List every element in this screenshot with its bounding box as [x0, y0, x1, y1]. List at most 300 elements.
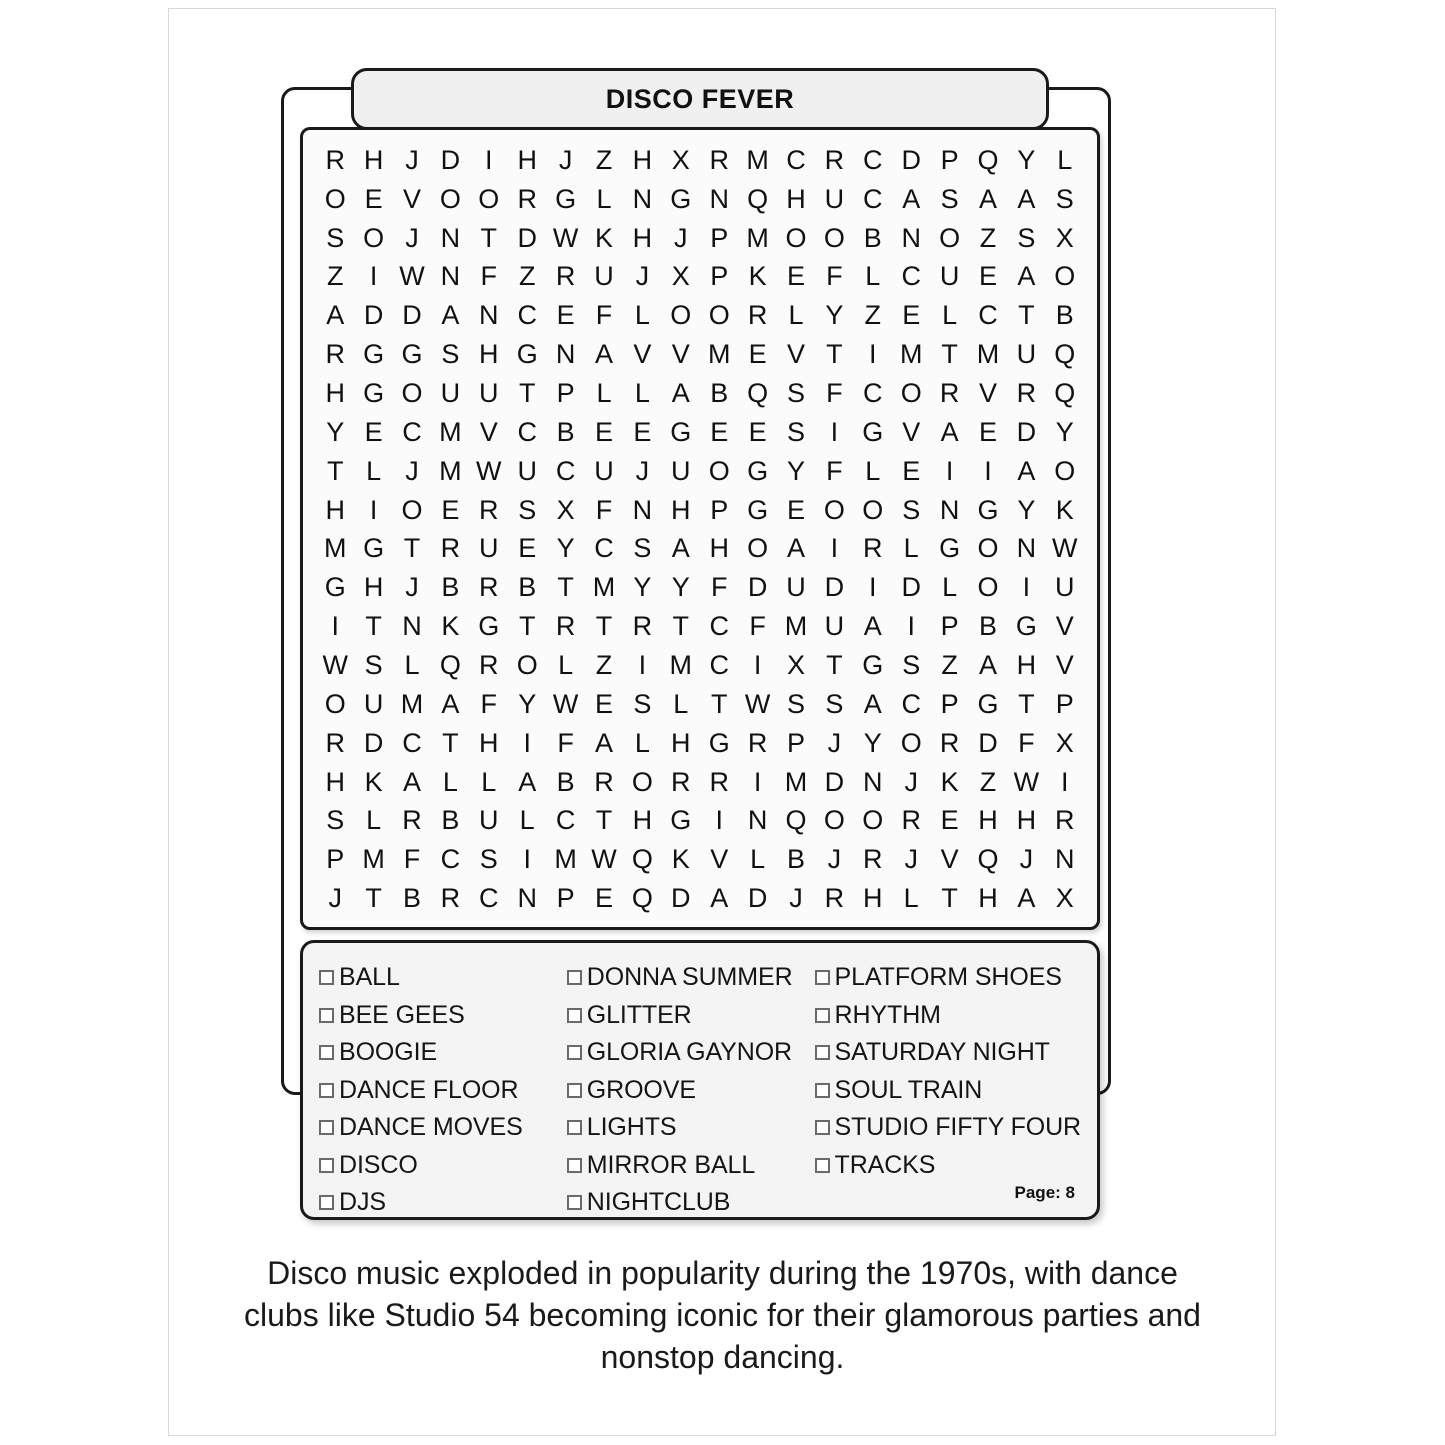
grid-cell[interactable]: U — [1055, 572, 1075, 603]
grid-cell[interactable]: E — [940, 805, 959, 836]
grid-cell[interactable]: G — [939, 533, 961, 564]
grid-cell[interactable]: U — [786, 572, 806, 603]
grid-cell[interactable]: L — [634, 378, 650, 409]
grid-cell[interactable]: E — [902, 300, 921, 331]
grid-cell[interactable]: R — [479, 572, 499, 603]
grid-cell[interactable]: X — [671, 261, 690, 292]
grid-cell[interactable]: V — [633, 339, 652, 370]
word-list-item[interactable] — [567, 1147, 807, 1185]
grid-cell[interactable]: R — [671, 766, 691, 797]
grid-cell[interactable]: A — [441, 300, 460, 331]
grid-cell[interactable]: N — [863, 766, 883, 797]
grid-cell[interactable]: T — [1018, 300, 1035, 331]
grid-cell[interactable]: T — [595, 611, 613, 642]
grid-cell[interactable]: T — [595, 805, 613, 836]
grid-cell[interactable]: R — [555, 261, 576, 292]
grid-cell[interactable]: K — [748, 261, 767, 292]
grid-cell[interactable]: U — [824, 611, 845, 642]
grid-cell[interactable]: I — [1022, 572, 1031, 603]
grid-cell[interactable]: S — [518, 494, 537, 525]
grid-cell[interactable]: N — [440, 261, 461, 292]
grid-cell[interactable]: O — [478, 183, 500, 214]
grid-cell[interactable]: E — [978, 261, 997, 292]
grid-cell[interactable]: A — [978, 183, 997, 214]
grid-cell[interactable]: H — [978, 805, 998, 836]
grid-cell[interactable]: E — [748, 339, 767, 370]
grid-cell[interactable]: F — [710, 572, 728, 603]
grid-cell[interactable]: F — [557, 727, 574, 758]
grid-cell[interactable]: C — [594, 533, 614, 564]
grid-cell[interactable]: R — [939, 727, 960, 758]
word-list-item[interactable] — [567, 1184, 807, 1222]
word-list-item[interactable] — [567, 1109, 807, 1147]
grid-cell[interactable]: D — [440, 144, 461, 175]
grid-cell[interactable]: H — [363, 572, 384, 603]
grid-cell[interactable]: T — [1018, 688, 1035, 719]
grid-cell[interactable]: M — [362, 844, 385, 875]
grid-cell[interactable]: R — [1055, 805, 1075, 836]
grid-cell[interactable]: E — [556, 300, 575, 331]
grid-cell[interactable]: H — [517, 144, 537, 175]
checkbox-icon[interactable] — [567, 1008, 582, 1023]
grid-cell[interactable]: R — [939, 378, 960, 409]
grid-cell[interactable]: R — [325, 727, 345, 758]
grid-cell[interactable]: N — [747, 805, 768, 836]
grid-cell[interactable]: T — [710, 688, 728, 719]
grid-cell[interactable]: B — [402, 883, 421, 914]
grid-cell[interactable]: C — [517, 300, 537, 331]
grid-cell[interactable]: S — [633, 688, 652, 719]
grid-cell[interactable]: A — [594, 727, 613, 758]
grid-cell[interactable]: C — [402, 727, 422, 758]
grid-cell[interactable]: C — [901, 688, 921, 719]
grid-cell[interactable]: E — [786, 261, 805, 292]
grid-cell[interactable]: O — [1054, 455, 1076, 486]
grid-cell[interactable]: Z — [979, 766, 997, 797]
grid-cell[interactable]: C — [517, 416, 537, 447]
grid-cell[interactable]: C — [479, 883, 499, 914]
grid-cell[interactable]: O — [900, 727, 922, 758]
grid-cell[interactable]: V — [1055, 649, 1074, 680]
grid-cell[interactable]: W — [591, 844, 617, 875]
grid-cell[interactable]: E — [633, 416, 652, 447]
grid-cell[interactable]: J — [827, 727, 842, 758]
word-list-item[interactable] — [567, 997, 807, 1035]
checkbox-icon[interactable] — [815, 1083, 830, 1098]
grid-cell[interactable]: R — [747, 300, 768, 331]
grid-cell[interactable]: L — [750, 844, 766, 875]
grid-cell[interactable]: A — [1017, 183, 1036, 214]
checkbox-icon[interactable] — [319, 1045, 334, 1060]
grid-cell[interactable]: P — [1055, 688, 1074, 719]
grid-cell[interactable]: M — [554, 844, 577, 875]
grid-cell[interactable]: F — [749, 611, 766, 642]
grid-cell[interactable]: B — [978, 611, 997, 642]
grid-cell[interactable]: O — [862, 805, 884, 836]
grid-cell[interactable]: J — [635, 261, 650, 292]
grid-cell[interactable]: Q — [631, 844, 653, 875]
checkbox-icon[interactable] — [567, 1045, 582, 1060]
grid-cell[interactable]: M — [400, 688, 424, 719]
grid-cell[interactable]: Y — [326, 416, 345, 447]
grid-cell[interactable]: J — [904, 844, 918, 875]
grid-cell[interactable]: I — [753, 766, 762, 797]
grid-cell[interactable]: H — [671, 727, 691, 758]
grid-cell[interactable]: D — [824, 572, 845, 603]
grid-cell[interactable]: D — [1016, 416, 1037, 447]
grid-cell[interactable]: L — [519, 805, 535, 836]
checkbox-icon[interactable] — [319, 1158, 334, 1173]
grid-cell[interactable]: R — [1016, 378, 1037, 409]
grid-cell[interactable]: B — [556, 416, 575, 447]
grid-cell[interactable]: L — [558, 649, 574, 680]
grid-cell[interactable]: F — [480, 688, 498, 719]
grid-cell[interactable]: M — [439, 455, 462, 486]
grid-cell[interactable]: D — [747, 883, 768, 914]
grid-cell[interactable]: J — [827, 844, 842, 875]
grid-cell[interactable]: N — [517, 883, 537, 914]
grid-cell[interactable]: M — [669, 649, 693, 680]
grid-cell[interactable]: C — [863, 378, 883, 409]
grid-cell[interactable]: A — [902, 183, 921, 214]
grid-cell[interactable]: F — [826, 455, 843, 486]
grid-cell[interactable]: M — [592, 572, 616, 603]
word-list-item[interactable] — [319, 997, 559, 1035]
grid-cell[interactable]: Y — [863, 727, 882, 758]
grid-cell[interactable]: G — [862, 416, 884, 447]
grid-cell[interactable]: R — [325, 339, 345, 370]
grid-cell[interactable]: T — [826, 649, 843, 680]
grid-cell[interactable]: V — [671, 339, 690, 370]
grid-cell[interactable]: B — [441, 572, 460, 603]
grid-cell[interactable]: H — [978, 883, 998, 914]
grid-cell[interactable]: F — [826, 378, 843, 409]
grid-cell[interactable]: S — [1055, 183, 1074, 214]
grid-cell[interactable]: G — [670, 416, 692, 447]
grid-cell[interactable]: N — [555, 339, 576, 370]
grid-cell[interactable]: H — [1016, 805, 1037, 836]
grid-cell[interactable]: Z — [595, 144, 613, 175]
grid-cell[interactable]: S — [786, 378, 805, 409]
grid-cell[interactable]: S — [326, 805, 345, 836]
grid-cell[interactable]: P — [556, 378, 575, 409]
grid-cell[interactable]: T — [480, 222, 498, 253]
grid-cell[interactable]: G — [363, 378, 385, 409]
grid-cell[interactable]: X — [1055, 727, 1074, 758]
grid-cell[interactable]: K — [671, 844, 690, 875]
grid-cell[interactable]: B — [786, 844, 805, 875]
grid-cell[interactable]: C — [555, 455, 576, 486]
grid-cell[interactable]: E — [786, 494, 805, 525]
grid-cell[interactable]: U — [671, 455, 691, 486]
grid-cell[interactable]: C — [863, 144, 883, 175]
grid-cell[interactable]: R — [863, 533, 883, 564]
grid-cell[interactable]: H — [1016, 649, 1037, 680]
grid-cell[interactable]: J — [405, 222, 419, 253]
grid-cell[interactable]: S — [441, 339, 460, 370]
grid-cell[interactable]: G — [670, 805, 692, 836]
grid-cell[interactable]: A — [671, 533, 690, 564]
grid-cell[interactable]: I — [1061, 766, 1069, 797]
grid-cell[interactable]: O — [823, 805, 845, 836]
checkbox-icon[interactable] — [319, 970, 334, 985]
grid-cell[interactable]: I — [830, 416, 839, 447]
grid-cell[interactable]: L — [404, 649, 420, 680]
grid-cell[interactable]: K — [364, 766, 383, 797]
checkbox-icon[interactable] — [319, 1120, 334, 1135]
grid-cell[interactable]: M — [976, 339, 1000, 370]
checkbox-icon[interactable] — [319, 1008, 334, 1023]
grid-cell[interactable]: N — [901, 222, 921, 253]
grid-cell[interactable]: J — [405, 572, 419, 603]
word-list-item[interactable] — [815, 1034, 1081, 1072]
grid-cell[interactable]: O — [401, 494, 423, 525]
grid-cell[interactable]: A — [863, 611, 882, 642]
checkbox-icon[interactable] — [567, 1158, 582, 1173]
grid-cell[interactable]: V — [1055, 611, 1074, 642]
checkbox-icon[interactable] — [815, 1045, 830, 1060]
grid-cell[interactable]: I — [369, 494, 378, 525]
grid-cell[interactable]: D — [363, 300, 384, 331]
grid-cell[interactable]: W — [322, 649, 348, 680]
grid-cell[interactable]: F — [403, 844, 421, 875]
word-list-item[interactable] — [815, 997, 1081, 1035]
grid-cell[interactable]: E — [594, 416, 613, 447]
grid-cell[interactable]: D — [901, 144, 921, 175]
checkbox-icon[interactable] — [567, 970, 582, 985]
grid-cell[interactable]: O — [324, 183, 346, 214]
grid-cell[interactable]: U — [479, 378, 499, 409]
grid-cell[interactable]: H — [786, 183, 806, 214]
grid-cell[interactable]: O — [823, 222, 845, 253]
grid-cell[interactable]: L — [903, 533, 919, 564]
grid-cell[interactable]: M — [439, 416, 462, 447]
grid-cell[interactable]: O — [747, 533, 769, 564]
grid-cell[interactable]: H — [479, 339, 499, 370]
grid-cell[interactable]: E — [748, 416, 767, 447]
grid-cell[interactable]: C — [402, 416, 422, 447]
grid-cell[interactable]: Q — [439, 649, 461, 680]
grid-cell[interactable]: S — [1017, 222, 1036, 253]
grid-cell[interactable]: D — [671, 883, 691, 914]
grid-cell[interactable]: I — [485, 144, 493, 175]
grid-cell[interactable]: O — [708, 455, 730, 486]
grid-cell[interactable]: P — [940, 688, 959, 719]
grid-cell[interactable]: Y — [825, 300, 844, 331]
grid-cell[interactable]: S — [902, 649, 921, 680]
grid-cell[interactable]: H — [632, 805, 653, 836]
grid-cell[interactable]: E — [518, 533, 537, 564]
grid-cell[interactable]: R — [901, 805, 921, 836]
grid-cell[interactable]: G — [747, 455, 769, 486]
grid-cell[interactable]: J — [904, 766, 918, 797]
grid-cell[interactable]: Y — [786, 455, 805, 486]
grid-cell[interactable]: L — [366, 455, 382, 486]
grid-cell[interactable]: W — [476, 455, 502, 486]
grid-cell[interactable]: N — [709, 183, 729, 214]
grid-cell[interactable]: E — [364, 416, 383, 447]
grid-cell[interactable]: P — [940, 144, 959, 175]
grid-cell[interactable]: V — [786, 339, 805, 370]
grid-cell[interactable]: X — [786, 649, 805, 680]
grid-cell[interactable]: Z — [979, 222, 997, 253]
grid-cell[interactable]: A — [518, 766, 537, 797]
grid-cell[interactable]: M — [784, 766, 808, 797]
grid-cell[interactable]: Q — [747, 183, 769, 214]
grid-cell[interactable]: A — [594, 339, 613, 370]
grid-cell[interactable]: C — [709, 611, 729, 642]
grid-cell[interactable]: A — [863, 688, 882, 719]
grid-cell[interactable]: L — [903, 883, 919, 914]
grid-cell[interactable]: P — [710, 261, 729, 292]
grid-cell[interactable]: E — [902, 455, 921, 486]
grid-cell[interactable]: C — [555, 805, 576, 836]
grid-cell[interactable]: N — [440, 222, 461, 253]
grid-cell[interactable]: Z — [326, 261, 344, 292]
grid-cell[interactable]: O — [631, 766, 653, 797]
grid-cell[interactable]: T — [365, 611, 382, 642]
grid-cell[interactable]: Z — [595, 649, 613, 680]
grid-cell[interactable]: V — [902, 416, 921, 447]
grid-cell[interactable]: V — [978, 378, 997, 409]
grid-cell[interactable]: H — [632, 144, 653, 175]
grid-cell[interactable]: U — [594, 261, 614, 292]
checkbox-icon[interactable] — [567, 1083, 582, 1098]
grid-cell[interactable]: I — [715, 805, 723, 836]
grid-cell[interactable]: Z — [864, 300, 882, 331]
word-list-item[interactable] — [319, 1034, 559, 1072]
grid-cell[interactable]: U — [479, 533, 499, 564]
grid-cell[interactable]: G — [977, 494, 999, 525]
grid-cell[interactable]: Q — [1054, 339, 1076, 370]
grid-cell[interactable]: G — [363, 339, 385, 370]
grid-cell[interactable]: R — [863, 844, 883, 875]
grid-cell[interactable]: G — [324, 572, 346, 603]
grid-cell[interactable]: O — [516, 649, 538, 680]
grid-cell[interactable]: T — [403, 533, 421, 564]
grid-cell[interactable]: I — [753, 649, 762, 680]
grid-cell[interactable]: L — [942, 572, 958, 603]
grid-cell[interactable]: D — [824, 766, 845, 797]
word-list-item[interactable] — [815, 959, 1081, 997]
grid-cell[interactable]: T — [941, 883, 958, 914]
grid-cell[interactable]: R — [709, 144, 729, 175]
word-list-item[interactable] — [567, 1034, 807, 1072]
grid-cell[interactable]: I — [907, 611, 915, 642]
grid-cell[interactable]: U — [517, 455, 537, 486]
grid-cell[interactable]: T — [442, 727, 459, 758]
grid-cell[interactable]: L — [942, 300, 958, 331]
grid-cell[interactable]: J — [635, 455, 650, 486]
grid-cell[interactable]: M — [784, 611, 808, 642]
grid-cell[interactable]: U — [440, 378, 461, 409]
grid-cell[interactable]: R — [440, 533, 461, 564]
grid-cell[interactable]: I — [331, 611, 339, 642]
grid-cell[interactable]: R — [824, 144, 845, 175]
grid-cell[interactable]: T — [557, 572, 574, 603]
grid-cell[interactable]: S — [902, 494, 921, 525]
grid-cell[interactable]: O — [439, 183, 461, 214]
grid-cell[interactable]: P — [710, 222, 729, 253]
grid-cell[interactable]: F — [595, 300, 613, 331]
grid-cell[interactable]: I — [984, 455, 992, 486]
grid-cell[interactable]: W — [552, 222, 579, 253]
grid-cell[interactable]: W — [552, 688, 579, 719]
grid-cell[interactable]: O — [823, 494, 845, 525]
grid-cell[interactable]: G — [708, 727, 730, 758]
grid-cell[interactable]: I — [869, 339, 877, 370]
grid-cell[interactable]: C — [978, 300, 998, 331]
grid-cell[interactable]: Y — [671, 572, 690, 603]
grid-cell[interactable]: N — [402, 611, 422, 642]
grid-cell[interactable]: E — [364, 183, 383, 214]
grid-cell[interactable]: H — [325, 494, 345, 525]
grid-cell[interactable]: V — [479, 416, 498, 447]
grid-cell[interactable]: C — [786, 144, 806, 175]
word-list-item[interactable] — [319, 1147, 559, 1185]
grid-cell[interactable]: I — [523, 844, 531, 875]
grid-cell[interactable]: O — [1054, 261, 1076, 292]
grid-cell[interactable]: P — [940, 611, 959, 642]
grid-cell[interactable]: S — [786, 688, 805, 719]
checkbox-icon[interactable] — [567, 1120, 582, 1135]
grid-cell[interactable]: Z — [518, 261, 536, 292]
grid-cell[interactable]: M — [323, 533, 347, 564]
grid-cell[interactable]: Q — [785, 805, 807, 836]
grid-cell[interactable]: W — [744, 688, 771, 719]
grid-cell[interactable]: A — [441, 688, 460, 719]
grid-cell[interactable]: O — [708, 300, 730, 331]
grid-cell[interactable]: B — [1055, 300, 1074, 331]
grid-cell[interactable]: G — [1015, 611, 1037, 642]
grid-cell[interactable]: Y — [518, 688, 537, 719]
grid-cell[interactable]: Q — [977, 844, 999, 875]
grid-cell[interactable]: Y — [1017, 494, 1036, 525]
grid-cell[interactable]: L — [634, 727, 650, 758]
grid-cell[interactable]: F — [595, 494, 613, 525]
grid-cell[interactable]: Q — [631, 883, 653, 914]
grid-cell[interactable]: A — [402, 766, 421, 797]
grid-cell[interactable]: Q — [747, 378, 769, 409]
grid-cell[interactable]: X — [671, 144, 690, 175]
grid-cell[interactable]: D — [402, 300, 422, 331]
grid-cell[interactable]: F — [480, 261, 498, 292]
grid-cell[interactable]: N — [632, 494, 653, 525]
grid-cell[interactable]: R — [594, 766, 614, 797]
grid-cell[interactable]: R — [440, 883, 461, 914]
grid-cell[interactable]: O — [363, 222, 385, 253]
grid-cell[interactable]: D — [978, 727, 998, 758]
grid-cell[interactable]: K — [1055, 494, 1074, 525]
grid-cell[interactable]: L — [865, 455, 881, 486]
grid-cell[interactable]: L — [673, 688, 689, 719]
grid-cell[interactable]: O — [785, 222, 807, 253]
grid-cell[interactable]: L — [596, 183, 612, 214]
grid-cell[interactable]: S — [364, 649, 383, 680]
grid-cell[interactable]: U — [594, 455, 614, 486]
grid-cell[interactable]: A — [786, 533, 805, 564]
grid-cell[interactable]: J — [558, 144, 573, 175]
grid-cell[interactable]: O — [401, 378, 423, 409]
grid-cell[interactable]: C — [863, 183, 883, 214]
grid-cell[interactable]: S — [825, 688, 844, 719]
grid-cell[interactable]: D — [363, 727, 384, 758]
checkbox-icon[interactable] — [815, 970, 830, 985]
grid-cell[interactable]: S — [479, 844, 498, 875]
grid-cell[interactable]: S — [940, 183, 959, 214]
grid-cell[interactable]: G — [555, 183, 577, 214]
grid-cell[interactable]: R — [517, 183, 537, 214]
